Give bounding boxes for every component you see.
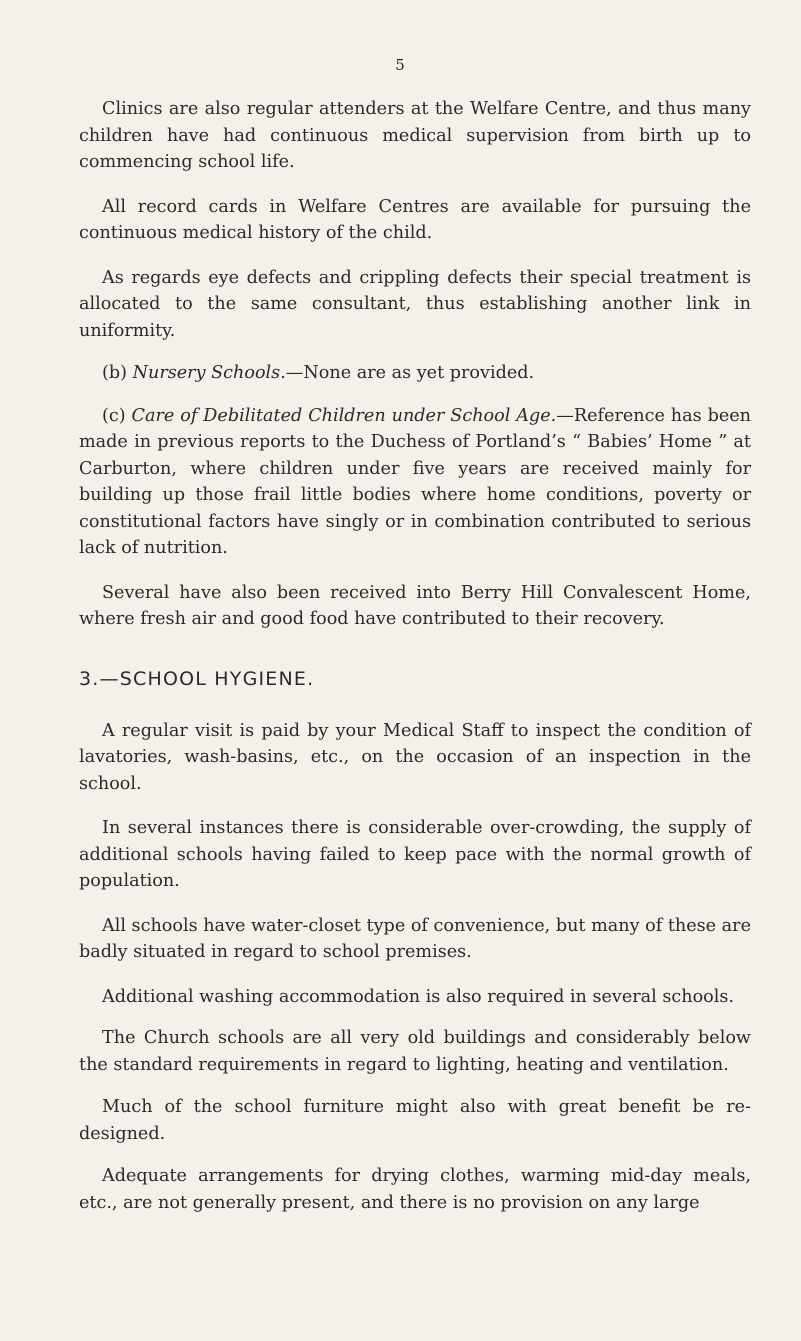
paragraph-washing-accommodation: Additional washing accommodation is also required in several schools. bbox=[102, 986, 735, 1007]
page-number: 5 bbox=[395, 56, 406, 74]
section-heading: 3.—SCHOOL HYGIENE. bbox=[79, 667, 315, 690]
paragraph-over-crowding: In several instances there is considerable over-crowding, the supply of additional schools having failed to keep pace with the normal growth of population. bbox=[79, 818, 751, 891]
paragraph-berry-hill: Several have also been received into Berry Hill Convalescent Home, where fresh air and good food have contributed to their recovery. bbox=[79, 582, 751, 629]
item-text: —Reference has been made in previous reports to the Duchess of Portland’s “ Babies’ Home ” at Carburton, where children under five years are received mainly for building up those frail little bodies where home conditions, poverty or constitutional factors have singly or in combination contributed to serious lack of nutrition. bbox=[79, 405, 752, 558]
paragraph-record-cards: All record cards in Welfare Centres are available for pursuing the continuous medical history of the child. bbox=[79, 196, 751, 243]
item-title: Nursery Schools. bbox=[132, 363, 286, 383]
item-text: —None are as yet provided. bbox=[285, 363, 535, 383]
document-body bbox=[79, 96, 751, 1216]
paragraph-water-closet: All schools have water-closet type of convenience, but many of these are badly situated in regard to school premises. bbox=[79, 915, 751, 962]
paragraph-drying-clothes: Adequate arrangements for drying clothes, warming mid-day meals, etc., are not generally present, and there is no provision on any large bbox=[79, 1166, 751, 1213]
paragraph-nursery-schools bbox=[79, 360, 751, 387]
paragraph-church-schools: The Church schools are all very old buildings and considerably below the standard requirements in regard to lighting, heating and ventilation. bbox=[79, 1028, 751, 1075]
paragraph-debilitated-children bbox=[79, 403, 751, 562]
item-label: (b) bbox=[102, 363, 127, 383]
paragraph-eye-defects: As regards eye defects and crippling defects their special treatment is allocated to the same consultant, thus establishing another link in uniformity. bbox=[79, 267, 751, 341]
item-label: (c) bbox=[102, 405, 126, 426]
paragraph-regular-visit: A regular visit is paid by your Medical Staff to inspect the condition of lavatories, wash-basins, etc., on the occasion of an inspection in the school. bbox=[79, 720, 751, 794]
item-title: Care of Debilitated Children under School Age. bbox=[131, 405, 557, 426]
paragraph-school-furniture: Much of the school furniture might also with great benefit be re-designed. bbox=[79, 1097, 751, 1144]
paragraph-clinics: Clinics are also regular attenders at the Welfare Centre, and thus many children have had continuous medical supervision from birth up to commencing school life. bbox=[79, 99, 751, 172]
